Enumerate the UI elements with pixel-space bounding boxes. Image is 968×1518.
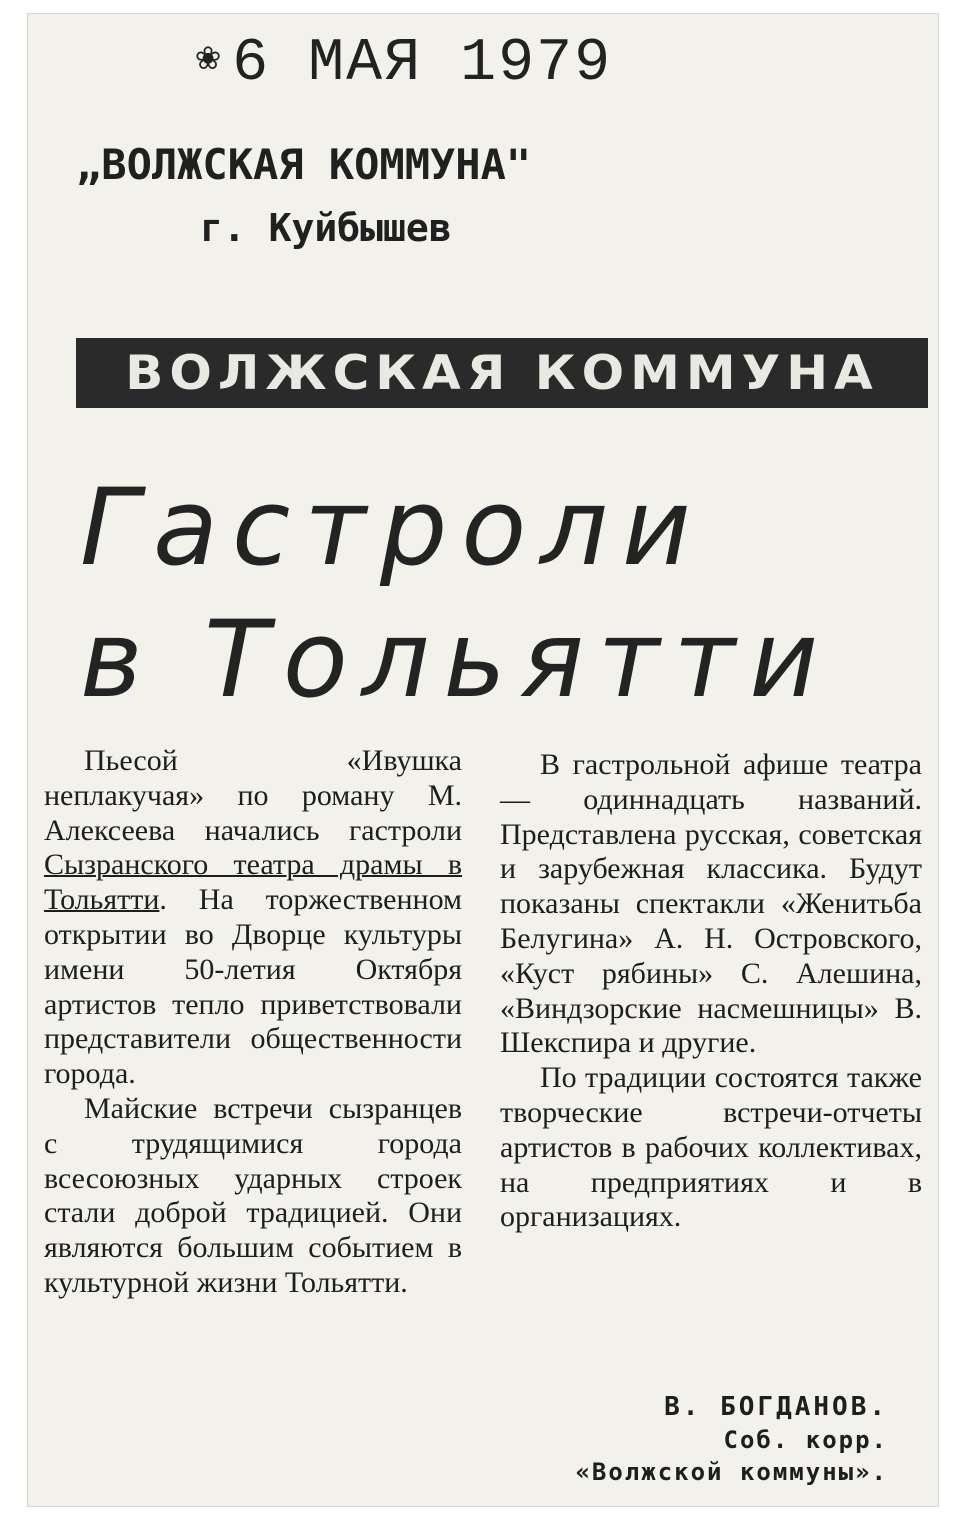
article-column-right xyxy=(500,748,922,1235)
paragraph-text: . На торжественном открытии во Дворце культуры имени 50-летия Октября артистов тепло приветствовали представители общественности города. xyxy=(44,883,462,1091)
article-paragraph: В гастрольной афише театра — одиннадцать названий. Представлена русская, советская и зарубежная классика. Будут показаны спектакли «Женитьба Белугина» А. Н. Островского, «Куст рябины» С. Алешина, «Виндзорские насмешницы» В. Шекспира и другие. xyxy=(500,748,922,1060)
date-stamp xyxy=(196,30,612,98)
headline-line-1: Гастроли xyxy=(80,466,705,589)
flower-stamp-icon: ❀ xyxy=(196,37,223,82)
masthead-title: ВОЛЖСКАЯ КОММУНА xyxy=(125,345,879,401)
stamp-date-text: 6 МАЯ 1979 xyxy=(232,30,613,98)
article-paragraph: По традиции состоятся также творческие встречи-отчеты артистов в рабочих коллективах, на предприятиях и в организациях. xyxy=(500,1061,922,1234)
author-signature xyxy=(575,1390,888,1488)
article-paragraph: Майские встречи сызранцев с трудящимися города всесоюзных ударных строек стали доброй традицией. Они являются большим событием в культурной жизни Тольятти. xyxy=(44,1091,462,1299)
article-headline xyxy=(80,462,832,726)
article-paragraph xyxy=(44,744,462,1092)
headline-line-2: в Тольятти xyxy=(80,598,833,721)
author-newspaper: «Волжской коммуны». xyxy=(575,1458,888,1486)
stamp-newspaper-name: „ВОЛЖСКАЯ КОММУНА" xyxy=(76,140,532,189)
stamp-city: г. Куйбышев xyxy=(200,206,452,250)
paragraph-text: Пьесой «Ивушка неплакучая» по роману М. Алексеева начались гастроли xyxy=(44,744,462,847)
article-column-left xyxy=(44,744,462,1301)
underlined-phrase: Сызранского театра драмы в Тольятти xyxy=(44,848,462,917)
author-name: В. БОГДАНОВ. xyxy=(664,1392,888,1422)
masthead-banner xyxy=(76,338,928,408)
author-title: Соб. корр. xyxy=(723,1426,888,1454)
